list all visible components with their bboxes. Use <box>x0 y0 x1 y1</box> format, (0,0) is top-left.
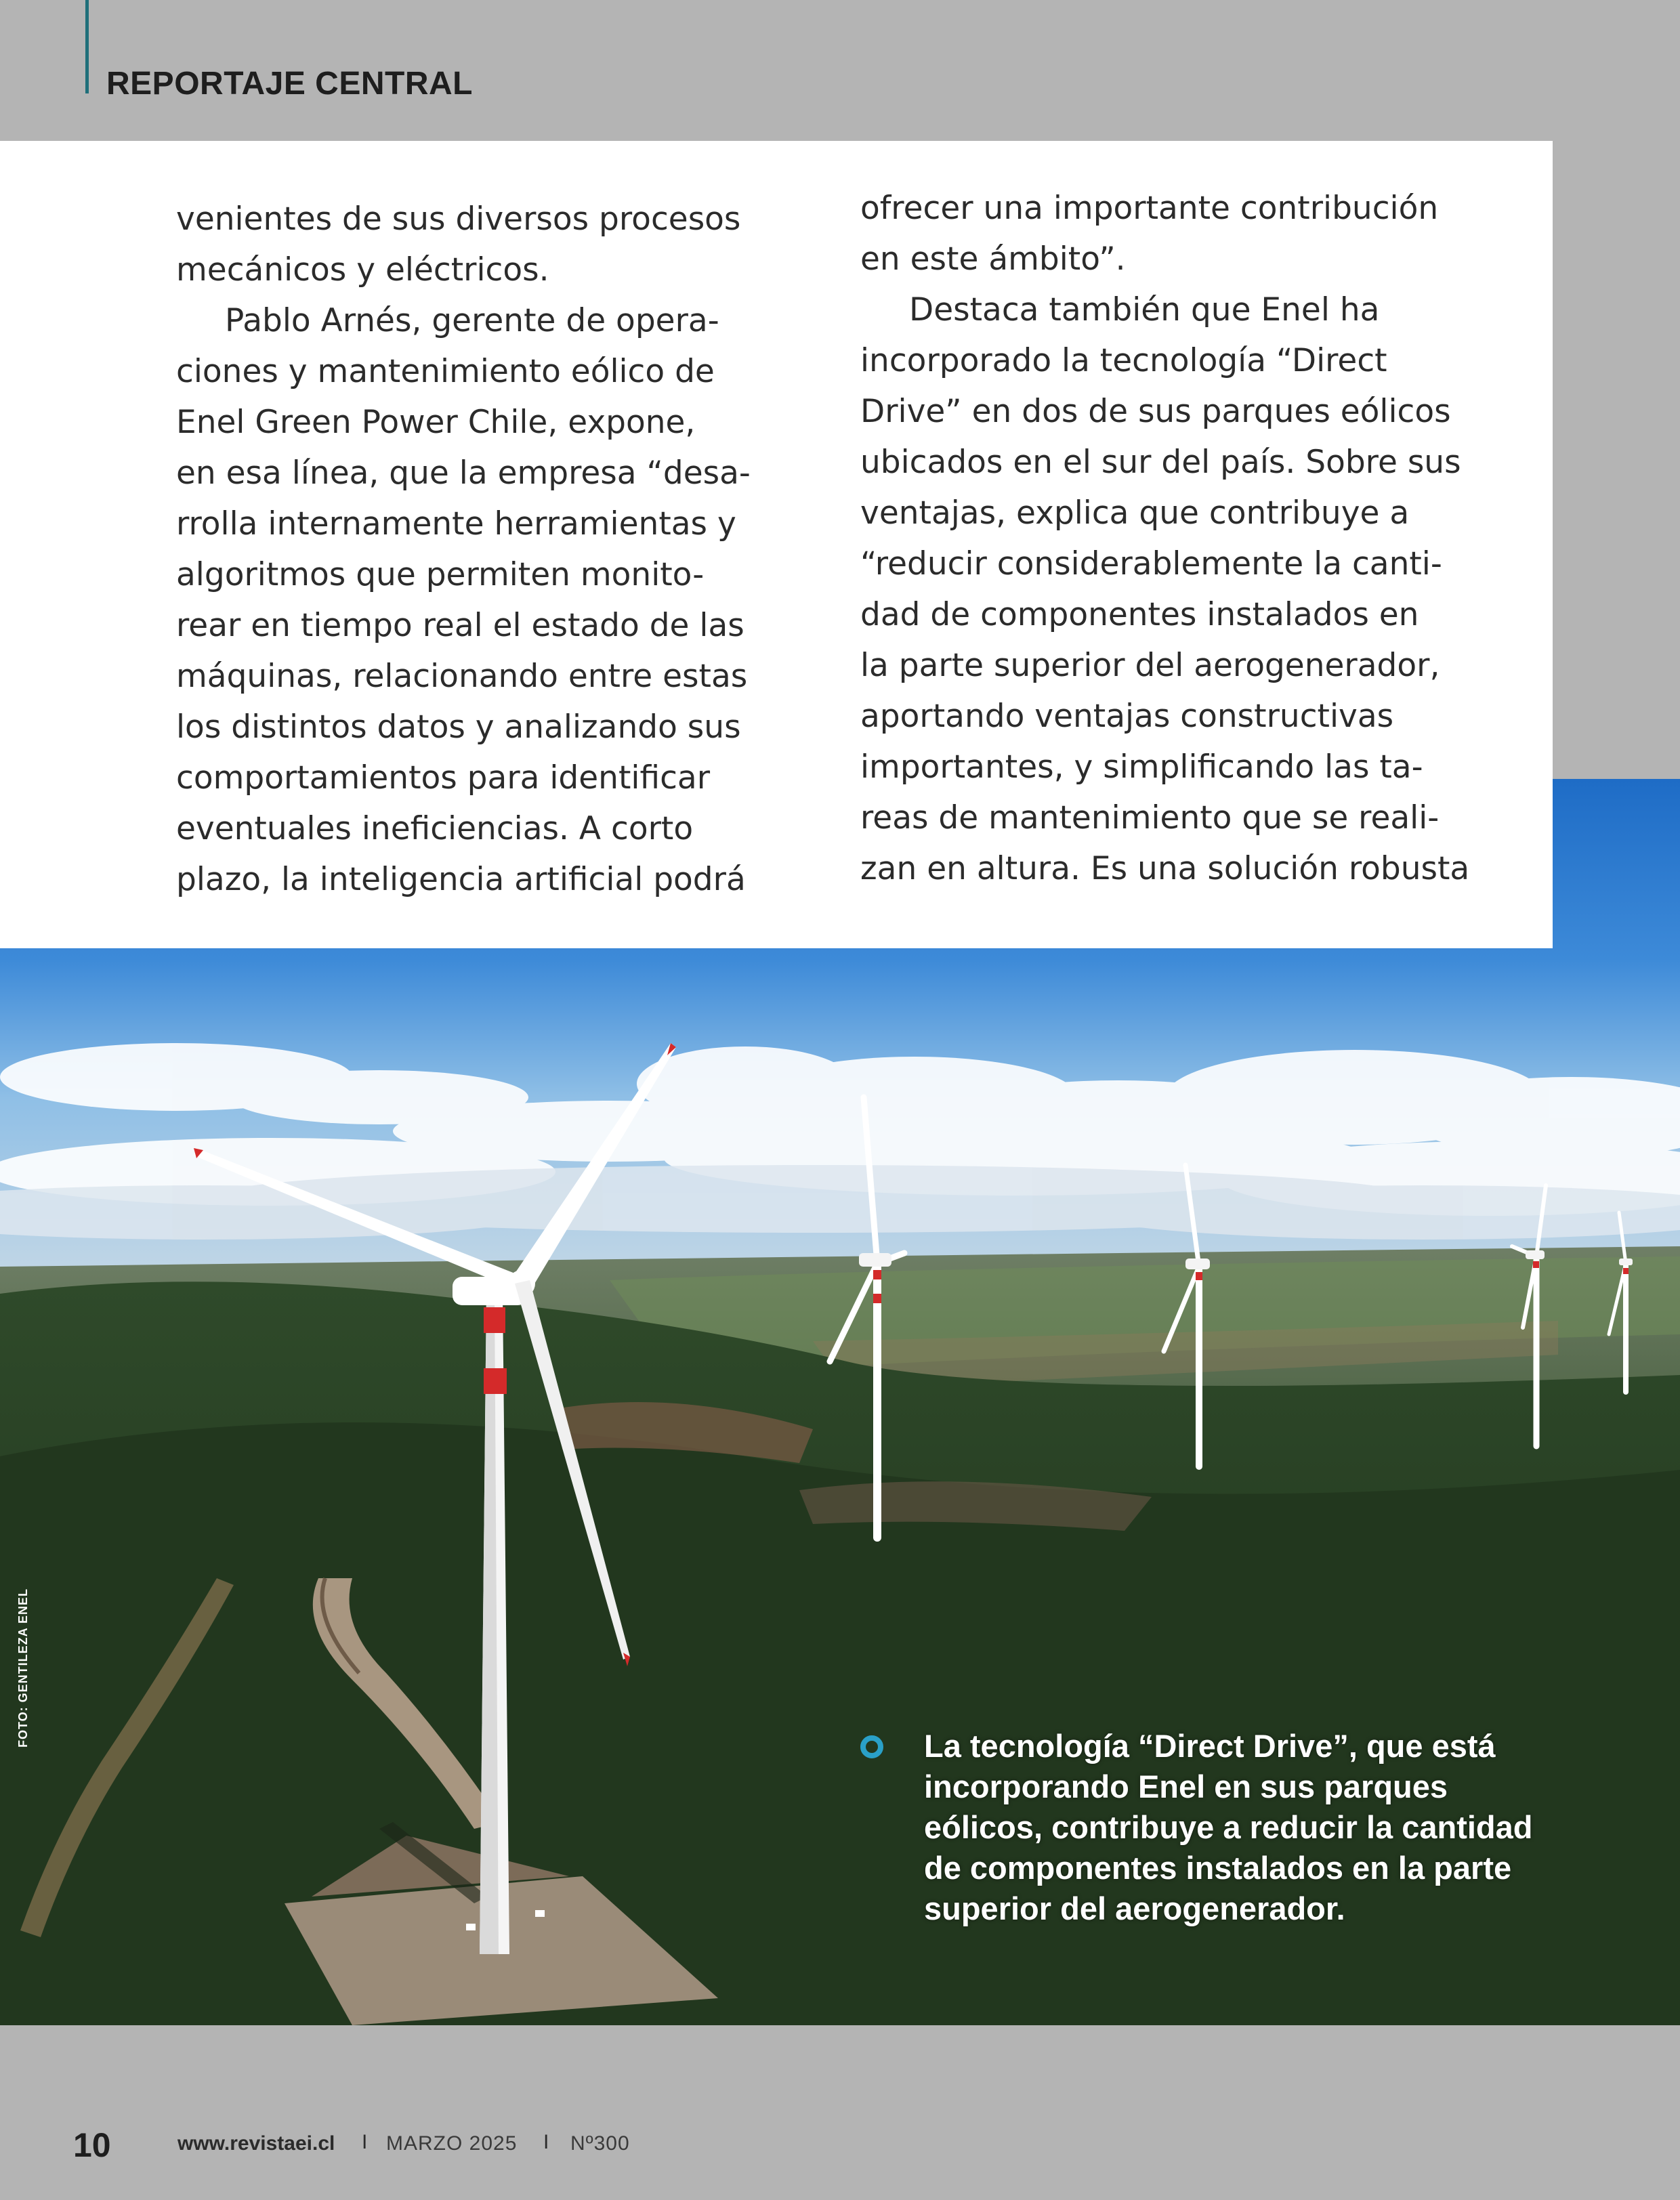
text-line: “reducir considerablemente la canti- <box>860 545 1442 583</box>
text-line: la parte superior del aerogenerador, <box>860 647 1440 684</box>
paragraph <box>860 284 1484 894</box>
page-footer <box>0 2025 1680 2200</box>
paragraph <box>176 295 786 905</box>
caption-bullet-icon <box>860 1735 883 1758</box>
caption-line: de componentes instalados en la parte <box>924 1850 1512 1886</box>
text-line: dad de componentes instalados en <box>860 596 1419 633</box>
text-line: aportando ventajas constructivas <box>860 698 1394 735</box>
text-line: en esa línea, que la empresa “desa- <box>176 454 751 492</box>
text-line: reas de mantenimiento que se reali- <box>860 799 1440 837</box>
text-line: venientes de sus diversos procesos <box>176 200 741 238</box>
text-line: plazo, la inteligencia artificial podrá <box>176 861 746 898</box>
caption-line: incorporando Enel en sus parques <box>924 1769 1448 1804</box>
text-line: ubicados en el sur del país. Sobre sus <box>860 444 1461 481</box>
paragraph <box>176 194 786 295</box>
footer-separator: I <box>362 2131 368 2153</box>
footer-website-link[interactable]: www.revistaei.cl <box>177 2132 335 2155</box>
text-line: Enel Green Power Chile, expone, <box>176 404 696 441</box>
text-line: rrolla internamente herramientas y <box>176 505 736 543</box>
footer-date: MARZO 2025 <box>386 2132 518 2155</box>
text-line: rear en tiempo real el estado de las <box>176 607 744 644</box>
text-line: incorporado la tecnología “Direct <box>860 342 1387 379</box>
article-column-right <box>860 183 1484 894</box>
text-line: los distintos datos y analizando sus <box>176 708 741 746</box>
caption-line: La tecnología “Direct Drive”, que está <box>924 1728 1496 1764</box>
text-line: máquinas, relacionando entre estas <box>176 658 748 695</box>
article-column-left <box>176 194 786 905</box>
photo-caption <box>924 1726 1534 1929</box>
text-line: Destaca también que Enel ha <box>909 291 1380 329</box>
paragraph <box>860 183 1484 284</box>
footer-issue-number: Nº300 <box>570 2132 630 2155</box>
page-number: 10 <box>73 2126 111 2164</box>
text-line: algoritmos que permiten monito- <box>176 556 705 593</box>
text-line: comportamientos para identificar <box>176 759 711 797</box>
footer-separator: I <box>543 2131 549 2153</box>
text-line: importantes, y simplificando las ta- <box>860 748 1423 786</box>
text-line: ofrecer una importante contribución <box>860 190 1439 227</box>
text-line: mecánicos y eléctricos. <box>176 251 549 289</box>
text-line: Drive” en dos de sus parques eólicos <box>860 393 1451 430</box>
text-line: ciones y mantenimiento eólico de <box>176 353 715 390</box>
caption-line: superior del aerogenerador. <box>924 1890 1345 1926</box>
text-line: eventuales ineficiencias. A corto <box>176 810 694 847</box>
photo-credit: FOTO: GENTILEZA ENEL <box>16 1588 30 1748</box>
header-accent-rule <box>85 0 89 93</box>
section-label: REPORTAJE CENTRAL <box>106 66 473 102</box>
text-line: Pablo Arnés, gerente de opera- <box>225 302 719 339</box>
text-line: en este ámbito”. <box>860 240 1126 278</box>
caption-line: eólicos, contribuye a reducir la cantidad <box>924 1809 1533 1845</box>
text-line: zan en altura. Es una solución robusta <box>860 850 1470 887</box>
text-line: ventajas, explica que contribuye a <box>860 494 1410 532</box>
